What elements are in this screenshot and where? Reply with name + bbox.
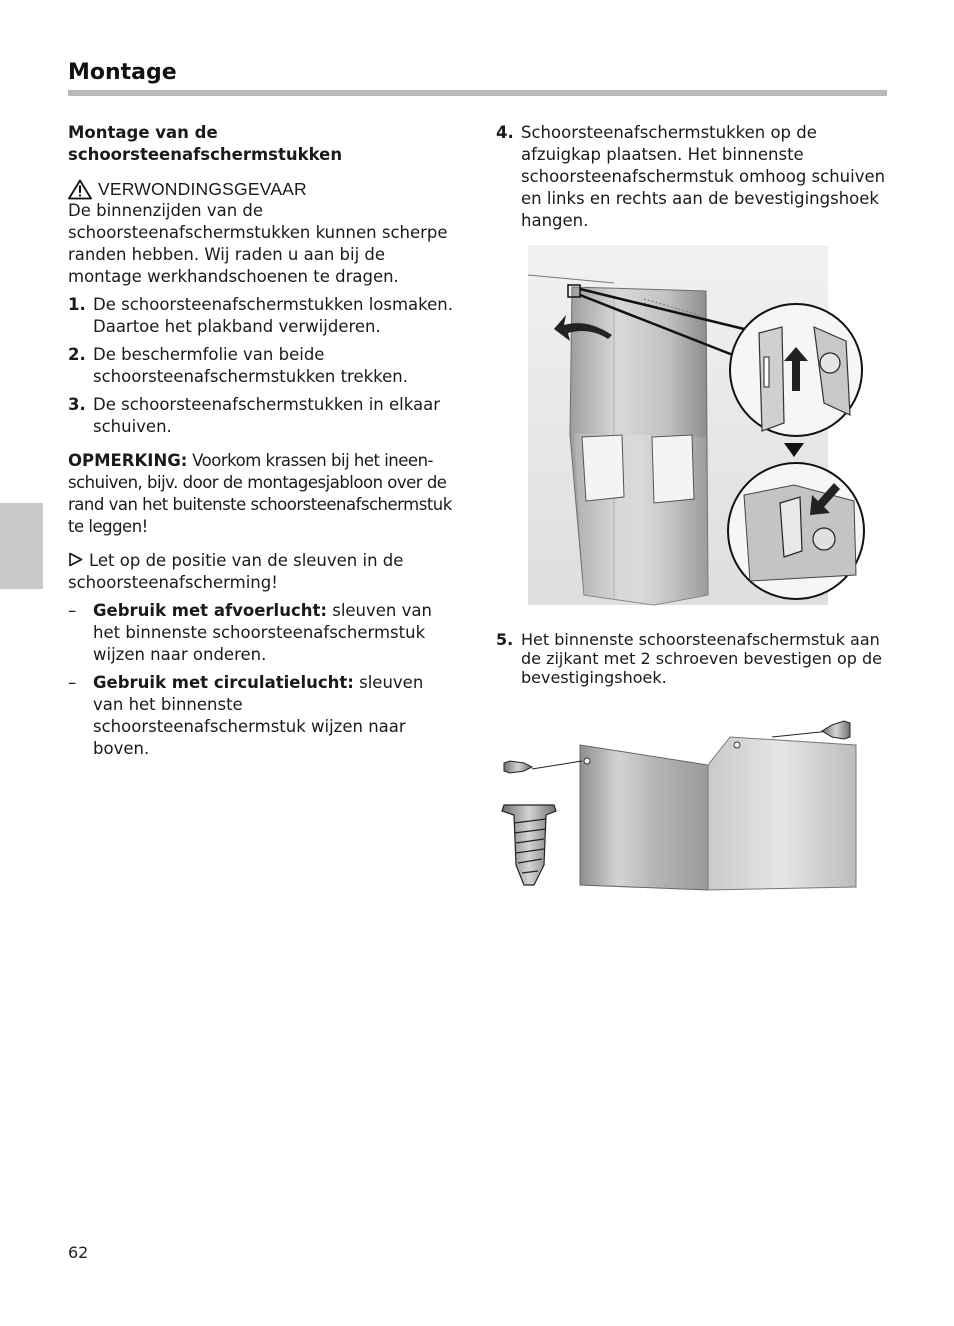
- screw-right-small: [772, 721, 850, 739]
- list-item: [496, 630, 886, 687]
- side-tab: [0, 503, 43, 589]
- steps-list: [68, 294, 456, 438]
- hint-arrow-icon: [68, 552, 83, 567]
- warning-heading: [68, 178, 456, 200]
- list-item: [68, 672, 456, 760]
- screw-large-detail: [502, 805, 556, 885]
- screw-left-small: [504, 761, 582, 773]
- list-item: [68, 394, 456, 438]
- section-heading: Montage van de schoorsteenafschermstukken: [68, 123, 343, 164]
- step-text: Schoorsteenafschermstukken op de afzuigkap plaatsen. Het binnenste schoorsteenafschermstuk omhoog schuiven en links en rechts aan de bevestigingshoek hangen.: [521, 123, 886, 230]
- left-column: [68, 122, 456, 766]
- note-label: OPMERKING:: [68, 451, 188, 470]
- right-column: [496, 122, 886, 238]
- hint-text: Let op de positie van de sleuven in de schoorsteenafscherming!: [68, 551, 404, 592]
- step-number: 5.: [496, 630, 514, 649]
- page-title: Montage: [68, 60, 177, 85]
- option-label: Gebruik met circulatielucht:: [93, 673, 354, 692]
- option-label: Gebruik met afvoerlucht:: [93, 601, 327, 620]
- note: [68, 450, 456, 538]
- options-list: [68, 600, 456, 760]
- list-item: [68, 294, 456, 338]
- option-text: sleuven van het binnenste schoorsteenafschermstuk wijzen naar boven.: [93, 673, 424, 758]
- list-dash: –: [68, 673, 77, 692]
- list-item: [496, 122, 886, 232]
- note-text: Voorkom krassen bij het ineen-schuiven, bijv. door de montagesjabloon over de rand van het buitenste schoorsteenafschermstuk te leggen!: [68, 451, 452, 536]
- detail-circle-top: [730, 304, 862, 436]
- list-item: [68, 344, 456, 388]
- step-number: 2.: [68, 345, 86, 364]
- title-rule: [68, 90, 887, 96]
- step-text: De schoorsteenafschermstukken losmaken. Daartoe het plakband verwijderen.: [93, 295, 453, 336]
- list-dash: –: [68, 601, 77, 620]
- page-number: 62: [68, 1243, 89, 1262]
- step-number: 1.: [68, 295, 86, 314]
- step-5: [496, 630, 886, 693]
- step-number: 4.: [496, 123, 514, 142]
- option-text: sleuven van het binnenste schoorsteenafschermstuk wijzen naar onderen.: [93, 601, 432, 664]
- warning-triangle-icon: [68, 179, 92, 200]
- list-item: [68, 600, 456, 666]
- step-text: Het binnenste schoorsteenafschermstuk aan de zijkant met 2 schroeven bevestigen op de bevestigingshoek.: [521, 630, 883, 687]
- warning-title: VERWONDINGSGEVAAR: [98, 179, 307, 199]
- screw-fixing-illustration: [494, 715, 864, 895]
- warning-text: De binnenzijden van de schoorsteenafschermstukken kunnen scherpe randen hebben. Wij raden u aan bij de montage werkhandschoenen te dragen.: [68, 201, 448, 286]
- step-text: De schoorsteenafschermstukken in elkaar schuiven.: [93, 395, 440, 436]
- inner-chimney-section: [580, 737, 856, 890]
- hint: [68, 550, 456, 594]
- chimney-cover-illustration: [494, 245, 872, 623]
- step-text: De beschermfolie van beide schoorsteenafschermstukken trekken.: [93, 345, 409, 386]
- detail-circle-bottom: [728, 463, 864, 599]
- step-number: 3.: [68, 395, 86, 414]
